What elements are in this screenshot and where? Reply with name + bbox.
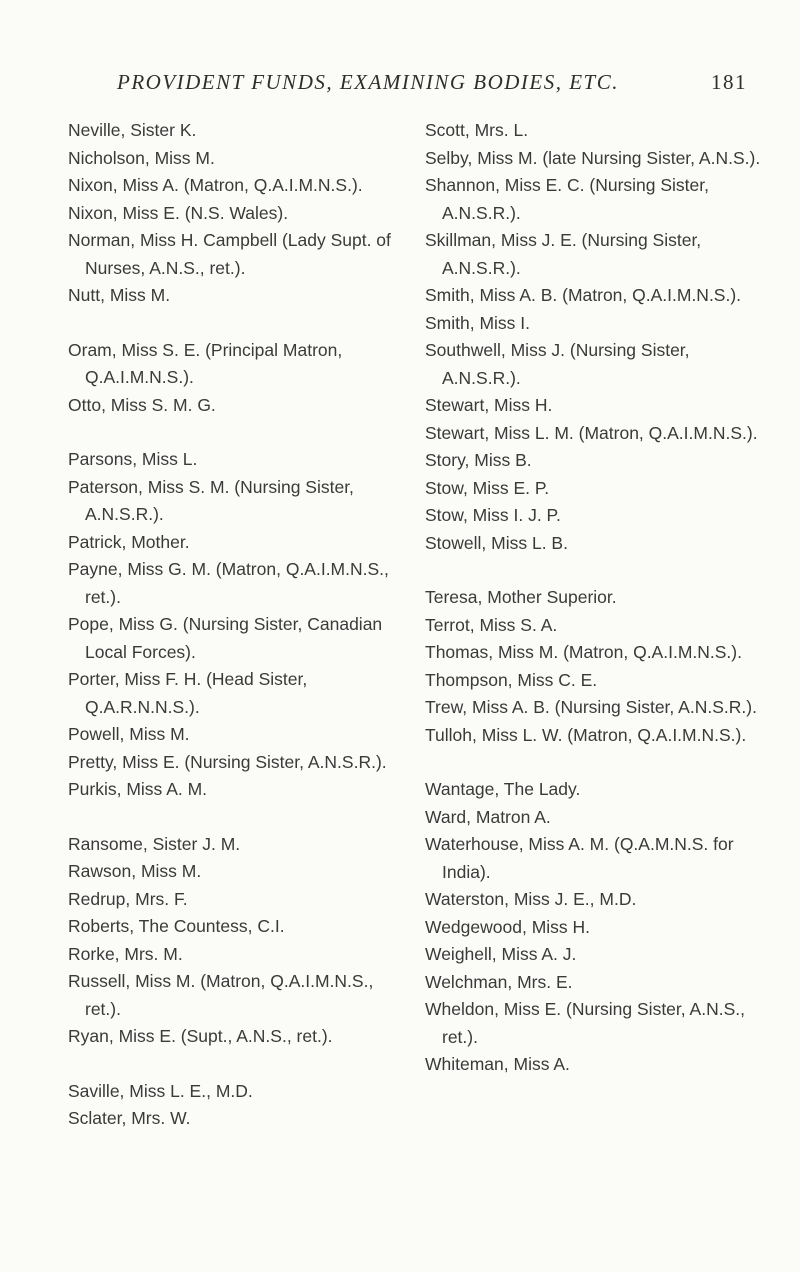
list-entry: Oram, Miss S. E. (Principal Matron, Q.A.I.M.N.S.). [68,339,343,387]
running-title: PROVIDENT FUNDS, EXAMINING BODIES, ETC. [117,70,619,94]
list-entry: Ryan, Miss E. (Supt., A.N.S., ret.). [68,1026,333,1046]
list-entry: Ward, Matron A. [425,806,551,827]
list-entry: Norman, Miss H. Campbell (Lady Supt. of Nurses, A.N.S., ret.). [68,230,391,278]
entry-group [68,831,398,1051]
list-entry: Pope, Miss G. (Nursing Sister, Canadian Local Forces). [68,614,383,662]
list-entry: Smith, Miss A. B. (Matron, Q.A.I.M.N.S.). [425,285,742,305]
page-number: 181 [711,70,747,94]
list-entry: Thompson, Miss C. E. [425,669,598,690]
list-entry: Southwell, Miss J. (Nursing Sister, A.N.S.R.). [425,340,690,388]
list-entry: Parsons, Miss L. [68,449,198,469]
left-column [68,117,398,1160]
list-entry: Stewart, Miss L. M. (Matron, Q.A.I.M.N.S.). [425,422,758,443]
list-entry: Wantage, The Lady. [425,779,581,799]
entry-group [68,117,398,310]
list-entry: Otto, Miss S. M. G. [68,394,216,415]
list-entry: Powell, Miss M. [68,724,190,744]
list-entry: Wheldon, Miss E. (Nursing Sister, A.N.S., ret.). [425,999,745,1047]
list-entry: Redrup, Mrs. F. [68,888,188,909]
entry-group [425,584,770,749]
right-column [425,117,770,1106]
list-entry: Welchman, Mrs. E. [425,971,573,992]
list-entry: Smith, Miss I. [425,312,531,333]
list-entry: Scott, Mrs. L. [425,120,529,140]
list-entry: Waterston, Miss J. E., M.D. [425,889,637,909]
list-entry: Nicholson, Miss M. [68,147,215,168]
list-entry: Skillman, Miss J. E. (Nursing Sister, A.N.S.R.). [425,230,702,278]
list-entry: Patrick, Mother. [68,531,190,552]
list-entry: Roberts, The Countess, C.I. [68,916,285,936]
list-entry: Sclater, Mrs. W. [68,1108,191,1128]
list-entry: Nixon, Miss A. (Matron, Q.A.I.M.N.S.). [68,175,363,195]
list-entry: Whiteman, Miss A. [425,1054,570,1074]
list-entry: Stewart, Miss H. [425,395,553,415]
entry-group [425,776,770,1079]
list-entry: Shannon, Miss E. C. (Nursing Sister, A.N.S.R.). [425,175,709,223]
list-entry: Payne, Miss G. M. (Matron, Q.A.I.M.N.S., ret.). [68,559,389,607]
list-entry: Stow, Miss I. J. P. [425,505,561,525]
list-entry: Wedgewood, Miss H. [425,916,591,937]
list-entry: Trew, Miss A. B. (Nursing Sister, A.N.S.R.). [425,697,757,717]
list-entry: Terrot, Miss S. A. [425,614,558,635]
list-entry: Waterhouse, Miss A. M. (Q.A.M.N.S. for India). [425,834,734,882]
list-entry: Nixon, Miss E. (N.S. Wales). [68,202,289,223]
list-entry: Rorke, Mrs. M. [68,943,183,964]
entry-group [68,446,398,804]
list-entry: Rawson, Miss M. [68,861,202,881]
list-entry: Story, Miss B. [425,450,532,470]
list-entry: Ransome, Sister J. M. [68,833,241,854]
entry-group [68,1078,398,1133]
entry-group [425,117,770,557]
entry-group [68,337,398,420]
list-entry: Neville, Sister K. [68,120,197,140]
list-entry: Selby, Miss M. (late Nursing Sister, A.N.S.). [425,147,761,168]
list-entry: Tulloh, Miss L. W. (Matron, Q.A.I.M.N.S.). [425,724,747,745]
list-entry: Nutt, Miss M. [68,285,171,305]
list-entry: Stowell, Miss L. B. [425,532,568,553]
list-entry: Purkis, Miss A. M. [68,779,208,799]
list-entry: Stow, Miss E. P. [425,477,550,498]
list-entry: Thomas, Miss M. (Matron, Q.A.I.M.N.S.). [425,642,742,662]
list-entry: Saville, Miss L. E., M.D. [68,1080,253,1101]
list-entry: Russell, Miss M. (Matron, Q.A.I.M.N.S., ret.). [68,971,374,1019]
list-entry: Pretty, Miss E. (Nursing Sister, A.N.S.R.). [68,751,387,772]
list-entry: Weighell, Miss A. J. [425,944,577,964]
list-entry: Porter, Miss F. H. (Head Sister, Q.A.R.N.N.S.). [68,669,308,717]
list-entry: Teresa, Mother Superior. [425,587,617,607]
list-entry: Paterson, Miss S. M. (Nursing Sister, A.N.S.R.). [68,476,354,524]
